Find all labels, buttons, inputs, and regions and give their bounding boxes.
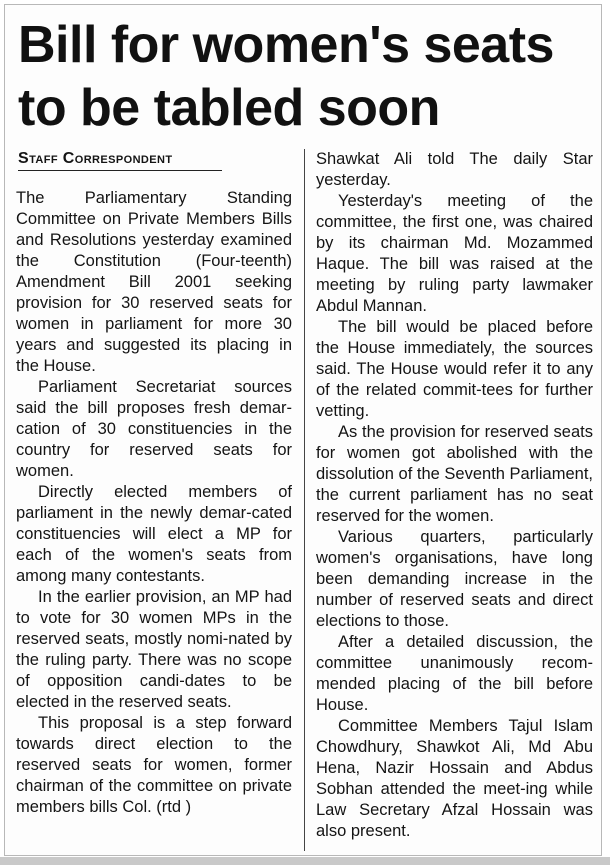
paragraph: The Parliamentary Standing Committee on Private Members Bills and Resolutions yesterday examined the Constitution (Four-teenth) Amendment Bill 2001 seeking provision for 30 reserved seats for women in parliament for more 30 years and suggested its placing in the House. <box>16 189 292 375</box>
paragraph: As the provision for reserved seats for women got abolished with the dissolution of the Seventh Parliament, the current parliament has no seat reserved for the women. <box>316 423 593 525</box>
paragraph: The bill would be placed before the House immediately, the sources said. The House would refer it to any of the related commit-tees for further vetting. <box>316 318 593 420</box>
paragraph: This proposal is a step forward towards direct election to the reserved seats for women, former chairman of the committee on private members bills Col. (rtd ) <box>16 714 292 816</box>
article-column-1 <box>16 188 292 818</box>
page-bottom-edge <box>0 857 610 865</box>
paragraph: Parliament Secretariat sources said the bill proposes fresh demar-cation of 30 constituencies in the country for reserved seats for women. <box>16 378 292 480</box>
headline: Bill for women's seats to be tabled soon <box>18 16 554 137</box>
paragraph: Various quarters, particularly women's organisations, have long been demanding increase in the number of reserved seats and direct elections to those. <box>316 528 593 630</box>
paragraph: After a detailed discussion, the committee unanimously recom-mended placing of the bill before House. <box>316 633 593 714</box>
byline: Staff Correspondent <box>18 149 222 171</box>
paragraph: Committee Members Tajul Islam Chowdhury, Shawkot Ali, Md Abu Hena, Nazir Hossain and Abdus Sobhan attended the meet-ing while Law Secretary Afzal Hossain was also present. <box>316 717 593 840</box>
article-column-2 <box>316 149 593 842</box>
paragraph-continuation: Shawkat Ali told The daily Star yesterday. <box>316 150 593 189</box>
paragraph: Directly elected members of parliament in the newly demar-cated constituencies will elect a MP for each of the women's seats from among many contestants. <box>16 483 292 585</box>
paragraph: In the earlier provision, an MP had to vote for 30 women MPs in the reserved seats, mostly nomi-nated by the ruling party. There was no scope of opposition candi-dates to be elected in the reserved seats. <box>16 588 292 711</box>
paragraph: Yesterday's meeting of the committee, the first one, was chaired by its chairman Md. Mozammed Haque. The bill was raised at the meeting by ruling party lawmaker Abdul Mannan. <box>316 192 593 315</box>
column-divider <box>304 149 305 851</box>
